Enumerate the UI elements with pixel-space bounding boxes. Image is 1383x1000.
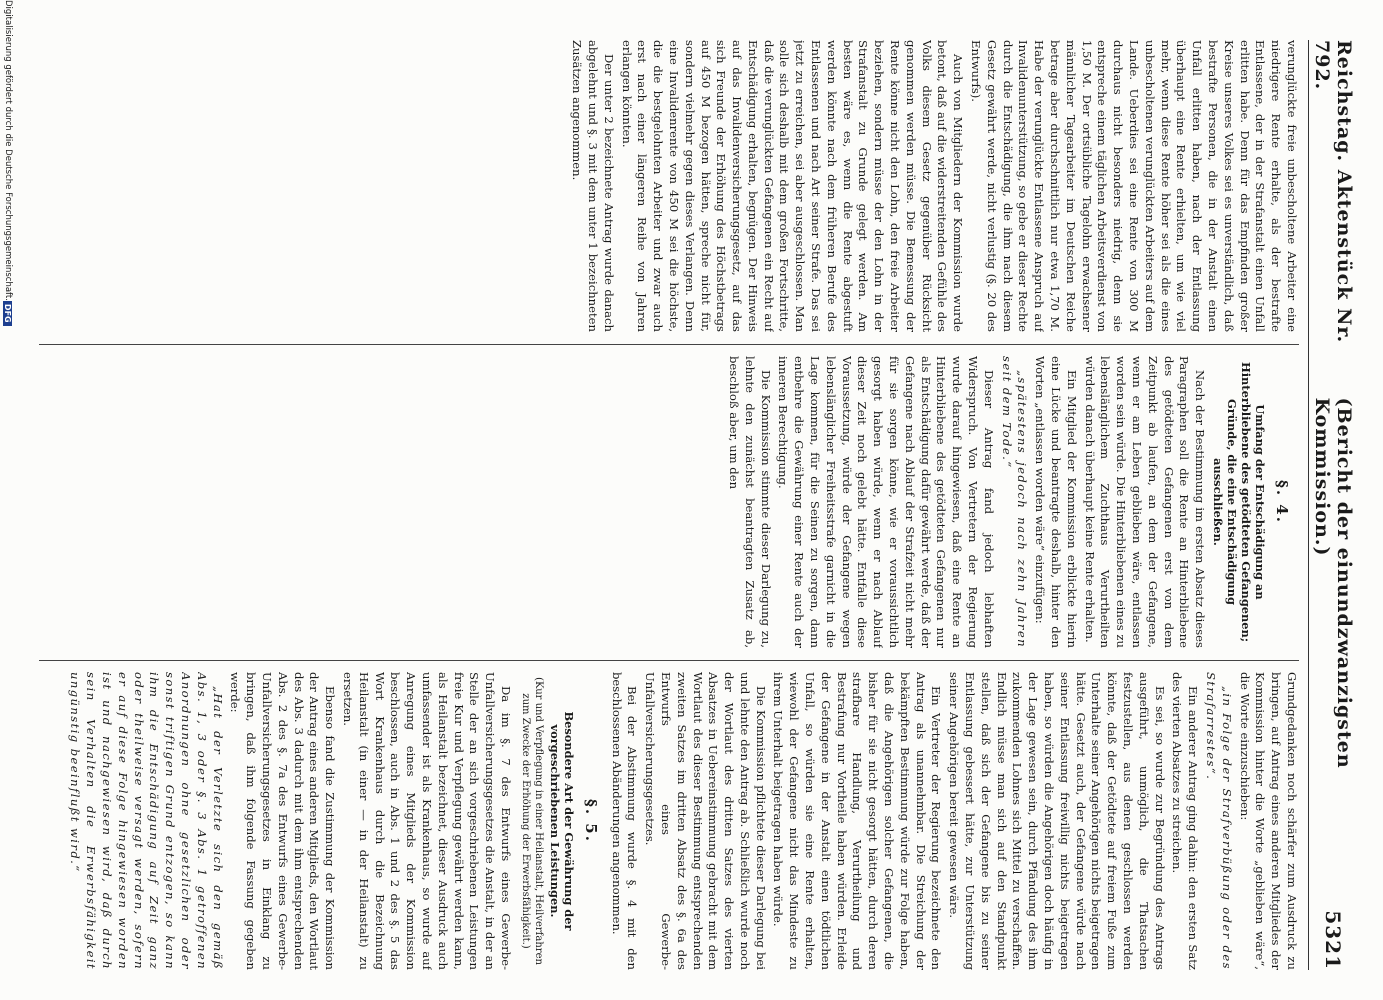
section-5-title: §. 5. xyxy=(581,799,600,843)
middle-paragraph-2: Ein Mitglied der Kommission erblickte hierin eine Lücke und beantragte deshalb, hinter den Worten „entlassen worden wäre“ einzufügen: xyxy=(1033,356,1079,648)
right-paragraph-1: Grundgedanken noch schärfer zum Ausdruck zu bringen, auf Antrag eines anderen Mitgliedes der Kommission hinter die Worte „geblieben wäre“, die Worte einzuschieben: xyxy=(1237,672,1299,970)
header-title: Reichstag. Aktenstück Nr. 792. xyxy=(1311,40,1355,344)
middle-quote: „spätestens jedoch nach zehn Jahren seit dem Tode.“ xyxy=(999,356,1030,648)
right-paragraph-5: Die Kommission pflichtete dieser Darlegung bei und lehnte den Antrag ab. Schließlich wurde noch der Wortlaut des dritten Satzes des vierten Absatzes in Uebereinstimmung gebracht mit dem Wortlaut des dieser Bestimmung entsprechenden zweiten Satzes im dritten Absatz des §. 6a des Entwurfs eines Gewerbe-Unfallversicherungsgesetzes. xyxy=(643,672,768,970)
page-header xyxy=(1313,40,1353,970)
left-paragraph-3: Der unter 2 bezeichnete Antrag wurde danach abgelehnt und §. 3 mit dem unter 1 bezeichneten Zusätzen angenommen. xyxy=(570,40,616,332)
middle-paragraph-3: Dieser Antrag fand jedoch lebhaften Widerspruch. Von Vertretern der Regierung wurde darauf hingewiesen, daß eine Rente an Hinterbliebene des getödteten Gefangenen nur als Entschädigung dafür gewährt werde, daß der Gefangene nach Ablauf der Strafzeit nicht mehr für sie sorgen könne, wie er voraussichtlich gesorgt haben würde, wenn er nach Ablauf dieser Zeit noch gelebt hätte. Entfalle diese Voraussetzung, würde der Gefangene wegen lebenslänglicher Freiheitsstrafe garnicht in die Lage kommen, für die Seinen zu sorgen, dann entbehre die Gewährung einer Rente auch der inneren Berechtigung. xyxy=(776,356,996,648)
right-column xyxy=(29,672,1299,970)
right-paragraph-7: Da im §. 7 des Entwurfs eines Gewerbe-Unfallversicherungsgesetzes die Anstalt, in der an Stelle der an sich vorgeschriebenen Leistungen freie Kur und Verpflegung gewährt werden kann, als Heilanstalt bezeichnet, dieser Ausdruck auch umfassender ist als Krankenhaus, so wurde auf Anregung eines Mitglieds der Kommission beschlossen, auch in Abs. 1 und 2 des §. 5 das Wort Krankenhaus durch die Bezeichnung Heilanstalt (in einer — in der Heilanstalt) zu ersetzen. xyxy=(340,672,513,970)
column-divider xyxy=(39,344,1299,345)
right-quote: „in Folge der Strafverbüßung oder des Strafarrestes“. xyxy=(1204,672,1234,970)
right-paragraph-4: Ein Vertreter der Regierung bezeichnete den Antrag als unannehmbar. Die Streichung der bekämpften Bestimmung würde zur Folge haben, daß die Angehörigen solcher Gefangenen, die bisher für sie nicht gesorgt hätten, durch deren strafbare Handlung, Verurtheilung und Bestrafung nur Vortheile haben würden. Erleide der Gefangene in der Anstalt einen tödtlichen Unfall, so würden sie eine Rente erhalten, wiewohl der Gefangene nicht das Mindeste zu ihrem Unterhalt beigetragen haben würde. xyxy=(771,672,944,970)
left-paragraph-1: verunglückte freie unbescholtene Arbeiter eine niedrigere Rente erhalte, als der bestrafte Entlassene, der in der Strafanstalt einen Unfall erlitten habe. Denn für das Empfinden großer Kreise unseres Volkes sei es unverständlich, daß bestrafte Personen, die in der Anstalt einen Unfall erlitten haben, nach der Entlassung überhaupt eine Rente erhielten, um wie viel mehr, wenn diese Rente höher sei als die eines unbescholtenen verunglückten Arbeiters auf dem Lande. Ueberdies sei eine Rente von 300 M durchaus nicht besonders niedrig, denn sie entspreche einem täglichen Arbeitsverdienst von 1,50 M. Der ortsübliche Tagelohn erwachsener männlicher Tagearbeiter im Deutschen Reiche betrage aber durchschnittlich nur etwa 1,70 M. Habe der verunglückte Entlassene Anspruch auf Invalidenunterstützung, so gebe er dieser Rechte durch die Entschädigung, die ihm nach diesem Gesetz gewährt werde, nicht verlustig (§. 20 des Entwurfs). xyxy=(969,40,1299,332)
right-paragraph-2: Ein anderer Antrag ging dahin: den ersten Satz des vierten Absatzes zu streichen. xyxy=(1170,672,1201,970)
section-5-heading: Besondere Art der Gewährung der vorgeschriebenen Leistungen. xyxy=(547,711,576,931)
left-paragraph-2: Auch von Mitgliedern der Kommission wurde betont, daß auf die widerstreitenden Gefühle des Volks diesem Gesetz gegenüber Rücksicht genommen werden müsse. Die Bemessung der Rente könne nicht den Lohn, den freie Arbeiter beziehen, sondern müsse der den Lohn in der Strafanstalt zu Grunde gelegt werden. Am besten wäre es, wenn die Rente abgestuft werden könnte nach dem früheren Berufe des Entlassenen und nach Art seiner Strafe. Das sei jetzt zu erreichen, sei aber ausgeschlossen. Man solle sich deshalb mit dem großen Fortschritte, daß die verunglückten Gefangenen ein Recht auf Entschädigung erhalten, begnügen. Der Hinweis auf das Invalidenversicherungsgesetz, auf das sich Freunde der Erhöhung des Höchstbetrags auf 450 M bezogen hätten, spreche nicht für, sondern vielmehr gegen dieses Verlangen. Denn eine Invalidenrente von 450 M sei die höchste, die die bestgelohnten Arbeiter und zwar auch erst nach einer längeren Reihe von Jahren erlangen könnten. xyxy=(619,40,966,332)
middle-paragraph-1: Nach der Bestimmung im ersten Absatz dieses Paragraphen soll die Rente an Hinterbliebene des getödteten Gefangenen erst von dem Zeitpunkt ab laufen, an dem der Gefangene, wenn er am Leben geblieben wäre, entlassen worden sein würde. Die Hinterbliebenen eines zu lebenslänglichem Zuchthaus Verurtheilten würden danach überhaupt keine Rente erhalten. xyxy=(1082,356,1208,648)
page-number: 5321 xyxy=(1321,910,1345,970)
right-paragraph-6: Bei der Abstimmung wurde §. 4 mit den beschlossenen Abänderungen angenommen. xyxy=(609,672,640,970)
right-quote-2: „Hat der Verletzte sich den gemäß Abs. 1, 3 oder §. 3 Abs. 1 getroffenen Anordnungen ohne gesetzlichen oder sonst triftigen Grund entzogen, so kann ihm die Entschädigung auf Zeit ganz oder theilweise versagt werden, sofern er auf diese Folge hingewiesen worden ist und nachgewiesen wird, daß durch sein Verhalten die Erwerbsfähigkeit ungünstig beeinflußt wird.“ xyxy=(68,672,225,970)
section-4-heading: Umfang der Entschädigung an Hinterbliebene des getödteten Gefangenen; Gründe, die eine Entschädigung ausschließen. xyxy=(1211,361,1268,643)
header-rule xyxy=(1308,40,1309,970)
dfg-text: Digitalisierung gefördert durch die Deutsche Forschungsgemeinschaft. xyxy=(3,0,13,301)
middle-column xyxy=(29,356,1299,648)
left-column xyxy=(29,40,1299,332)
column-divider xyxy=(39,660,1299,661)
middle-paragraph-4: Die Kommission stimmte dieser Darlegung zu, lehnte den zunächst beantragten Zusatz ab, beschloß aber, um den xyxy=(727,356,773,648)
right-paragraph-3: Es sei, so wurde zur Begründung des Antrags ausgeführt, unmöglich, die Thatsachen festzustellen, aus denen geschlossen werden könnte, daß der Getödtete auf freiem Fuße zum Unterhalte seiner Angehörigen nichts beigetragen hätte. Gesetzt auch, der Gefangene würde nach seiner Entlassung freiwillig nichts beigetragen haben, so würden die Angehörigen doch häufig in der Lage gewesen sein, durch Pfändung des ihm zukommenden Lohnes sich Mittel zu verschaffen. Endlich müsse man sich auf den Standpunkt stellen, daß sich der Gefangene bis zu seiner Entlassung gebessert hätte, zur Unterstützung seiner Angehörigen bereit gewesen wäre. xyxy=(947,672,1167,970)
header-subtitle: (Bericht der einundzwanzigsten Kommission.) xyxy=(1311,397,1355,769)
dfg-logo: DFG xyxy=(4,301,13,326)
section-5-subheading: (Kur und Verpflegung in einer Heilanstalt, Heilverfahren zum Zwecke der Erhöhung der Erwerbsfähigkeit.) xyxy=(520,677,544,965)
section-4-title: §. 4. xyxy=(1273,480,1291,524)
right-paragraph-8: Ebenso fand die Zustimmung der Kommission der Antrag eines anderen Mitglieds, den Wortlaut des Abs. 3 dadurch mit dem ihm entsprechenden Abs. 2 des §. 7a des Entwurfs eines Gewerbe-Unfallversicherungsgesetzes in Einklang zu bringen, daß ihm folgende Fassung gegeben werde: xyxy=(228,672,338,970)
digitization-footer xyxy=(3,0,13,1000)
